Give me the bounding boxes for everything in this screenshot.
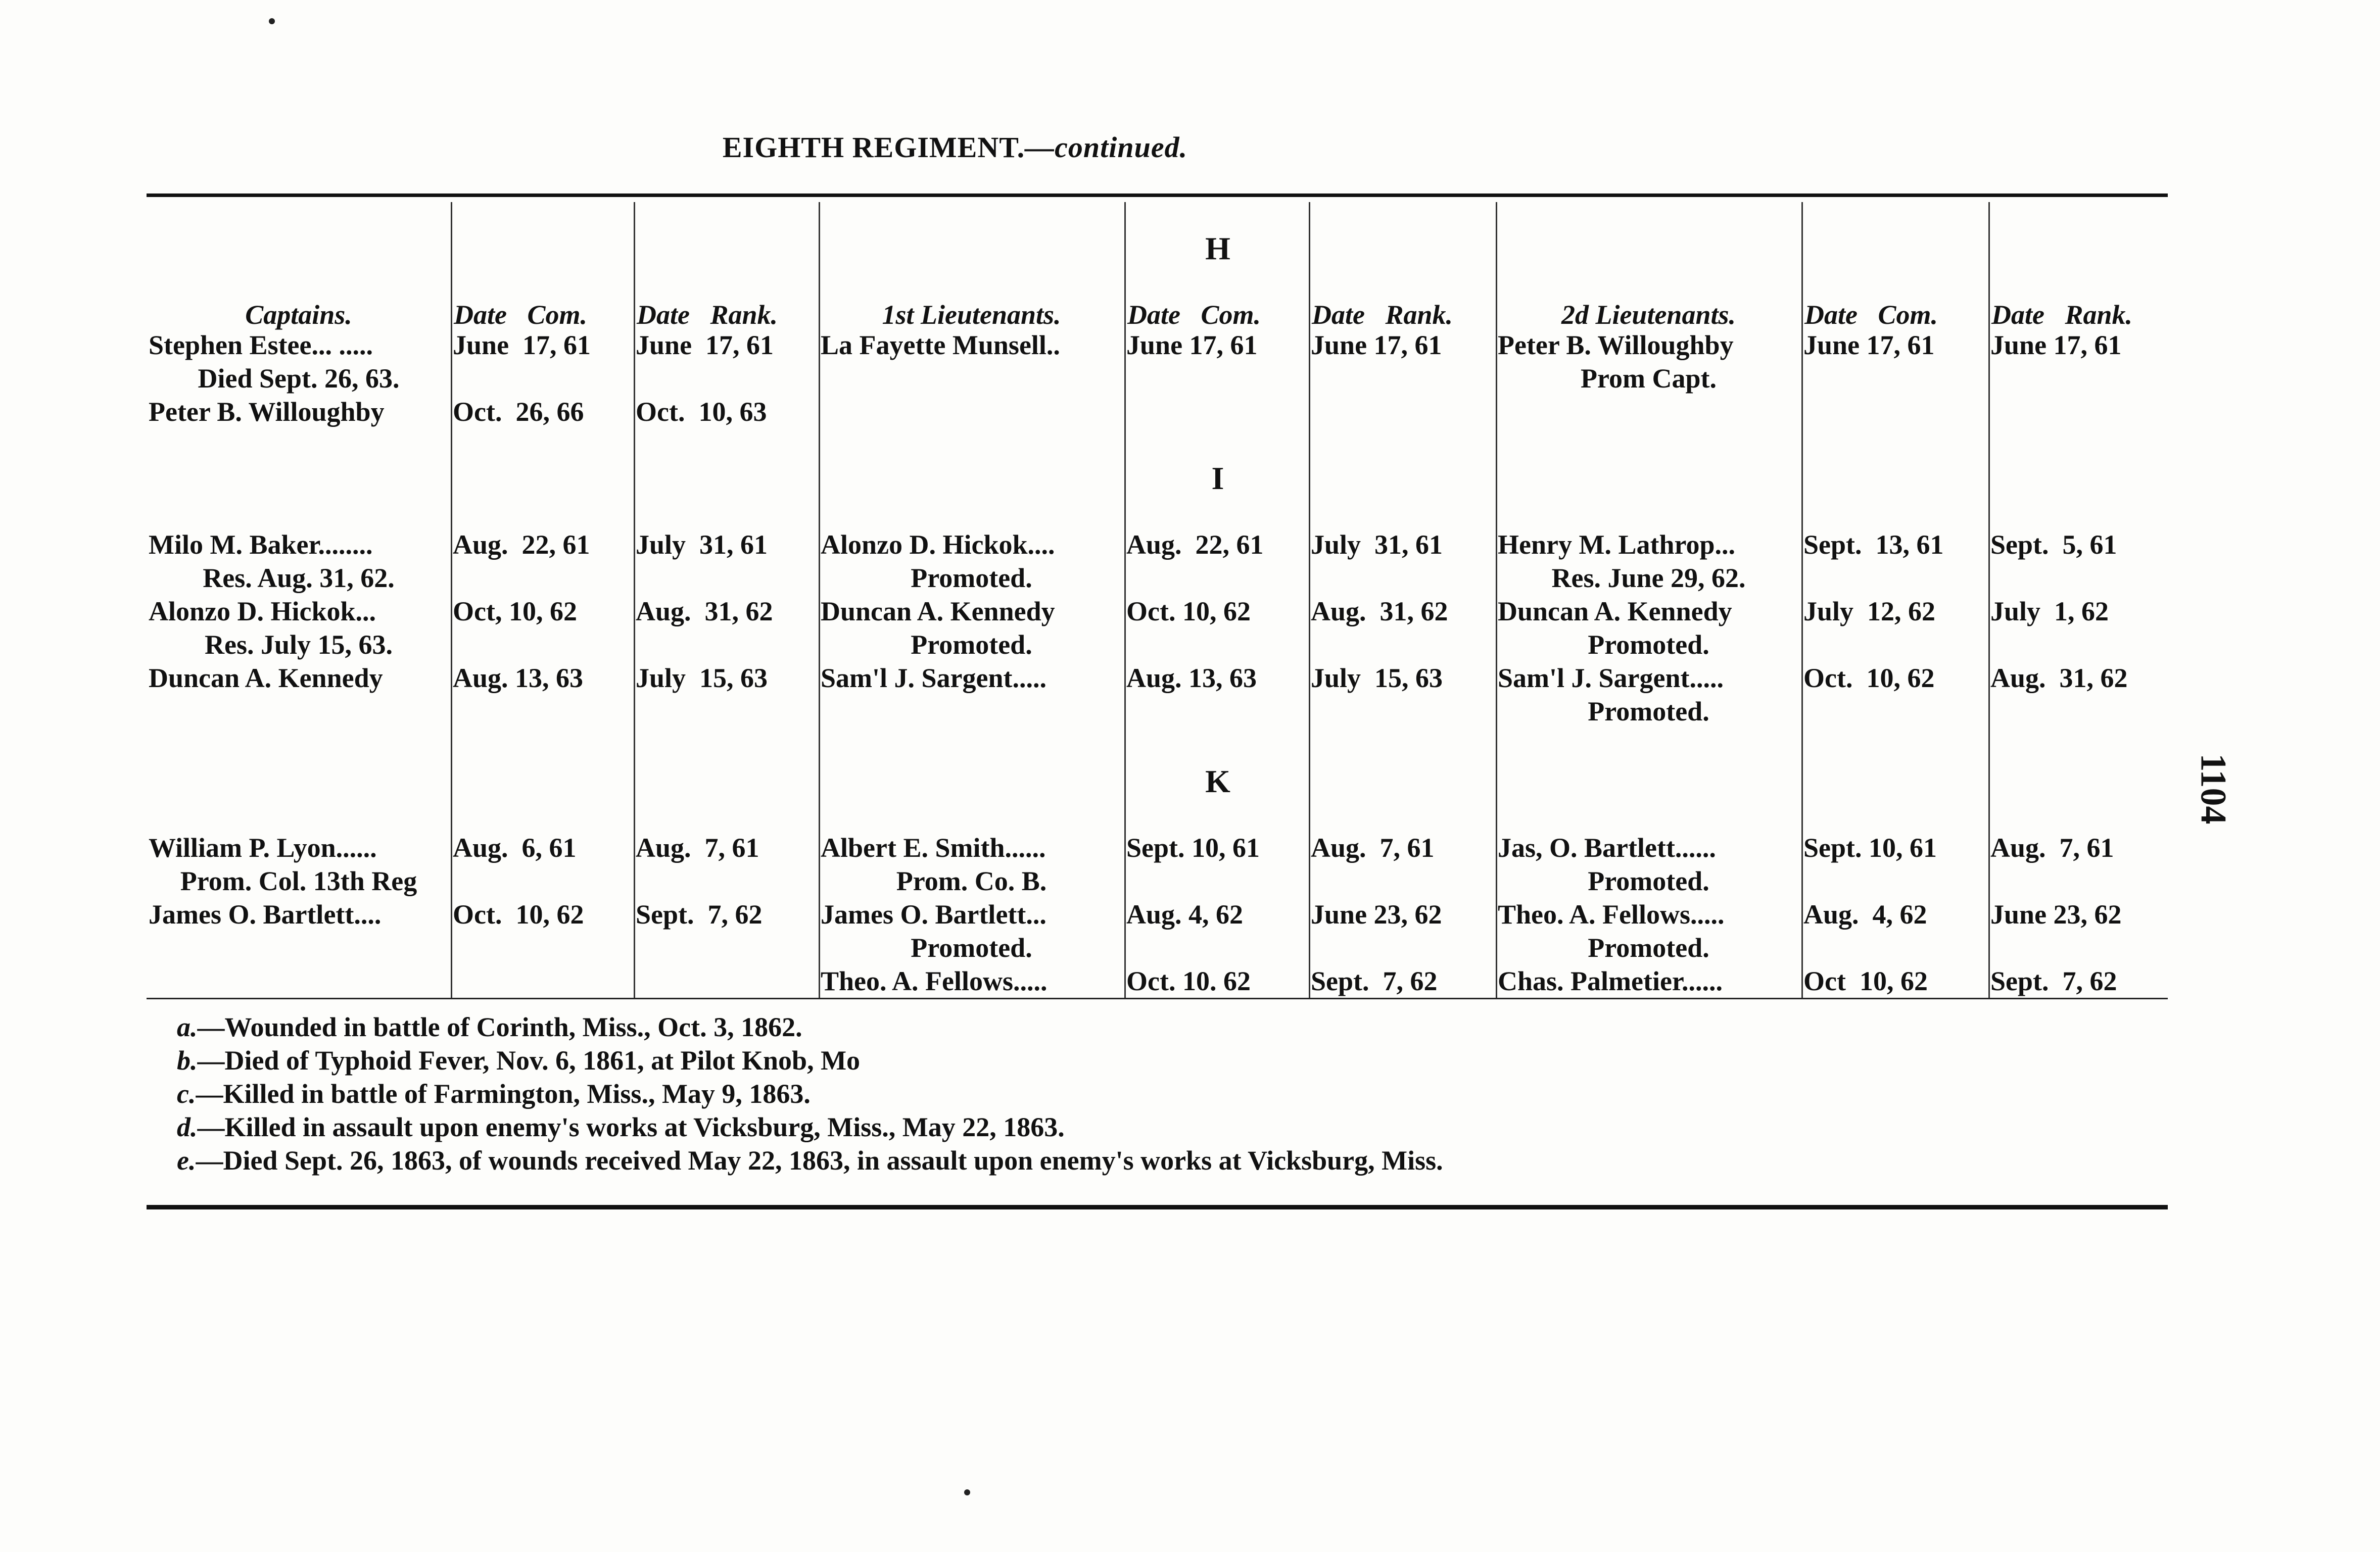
officer-name-cell: Res. Aug. 31, 62.: [203, 563, 395, 593]
column-header: Date Com.: [1127, 300, 1261, 330]
date-cell: June 23, 62: [1311, 899, 1442, 930]
officer-name-cell: Duncan A. Kennedy: [821, 596, 1055, 626]
footnote-rule: [147, 998, 2168, 999]
column-divider: [1988, 202, 1990, 998]
officer-name-cell: Alonzo D. Hickok....: [821, 529, 1055, 560]
officer-name-cell: Milo M. Baker........: [149, 529, 373, 560]
officer-name-cell: Prom. Col. 13th Reg: [180, 866, 417, 896]
column-divider: [1801, 202, 1803, 998]
column-divider: [634, 202, 635, 998]
footnote: [177, 1010, 1443, 1044]
date-cell: Aug. 7, 61: [1311, 833, 1435, 863]
print-speck: [964, 1489, 970, 1495]
officer-name-cell: Chas. Palmetier......: [1498, 966, 1723, 996]
column-header: 2d Lieutenants.: [1561, 300, 1736, 330]
footnote-label: a.: [177, 1012, 198, 1042]
date-cell: Sept. 7, 62: [636, 899, 763, 930]
date-cell: Aug. 22, 61: [1126, 529, 1264, 560]
column-divider: [1496, 202, 1497, 998]
date-cell: Oct. 10, 62: [1803, 663, 1935, 693]
officer-name-cell: Promoted.: [911, 933, 1032, 963]
date-cell: Aug. 6, 61: [453, 833, 577, 863]
footnotes: [177, 1010, 1443, 1177]
officer-name-cell: Peter B. Willoughby: [1498, 330, 1734, 360]
date-cell: Oct 10, 62: [1803, 966, 1928, 996]
footnote-label: c.: [177, 1079, 196, 1109]
date-cell: June 17, 61: [1311, 330, 1442, 360]
date-cell: July 31, 61: [1311, 529, 1443, 560]
column-header: Date Rank.: [637, 300, 778, 330]
column-header: 1st Lieutenants.: [882, 300, 1061, 330]
officer-name-cell: James O. Bartlett...: [821, 899, 1046, 930]
date-cell: June 17, 61: [1990, 330, 2122, 360]
date-cell: Sept. 7, 62: [1990, 966, 2117, 996]
date-cell: Sept. 5, 61: [1990, 529, 2117, 560]
title-main: EIGHTH REGIMENT.: [722, 131, 1025, 164]
date-cell: June 17, 61: [1803, 330, 1935, 360]
footnote: [177, 1044, 1443, 1077]
officer-name-cell: Duncan A. Kennedy: [1498, 596, 1732, 626]
officer-name-cell: Stephen Estee... .....: [149, 330, 373, 360]
footnote: [177, 1110, 1443, 1144]
column-header: Date Com.: [454, 300, 587, 330]
page-number: 1104: [2193, 753, 2234, 825]
company-letter: I: [1211, 460, 1224, 496]
date-cell: Sept. 10, 61: [1803, 833, 1937, 863]
footnote: [177, 1077, 1443, 1110]
column-divider: [1309, 202, 1310, 998]
footnote-text: —Died of Typhoid Fever, Nov. 6, 1861, at Pilot Knob, Mo: [197, 1045, 861, 1076]
date-cell: Sept. 13, 61: [1803, 529, 1944, 560]
company-letter: H: [1205, 230, 1230, 266]
date-cell: Sept. 10, 61: [1126, 833, 1260, 863]
date-cell: Oct. 10, 62: [1126, 596, 1251, 626]
footnote-text: —Killed in battle of Farmington, Miss., May 9, 1863.: [196, 1079, 811, 1109]
date-cell: July 15, 63: [636, 663, 768, 693]
officer-name-cell: Promoted.: [1588, 866, 1709, 896]
officer-name-cell: William P. Lyon......: [149, 833, 377, 863]
date-cell: July 12, 62: [1803, 596, 1936, 626]
officer-name-cell: James O. Bartlett....: [149, 899, 382, 930]
officer-name-cell: Prom. Co. B.: [896, 866, 1047, 896]
date-cell: June 17, 61: [453, 330, 591, 360]
footnote-label: b.: [177, 1045, 198, 1076]
officer-name-cell: Died Sept. 26, 63.: [198, 363, 400, 394]
officer-name-cell: Theo. A. Fellows.....: [1498, 899, 1725, 930]
date-cell: June 23, 62: [1990, 899, 2122, 930]
officer-name-cell: Promoted.: [911, 563, 1032, 593]
date-cell: Sept. 7, 62: [1311, 966, 1438, 996]
officer-name-cell: Sam'l J. Sargent.....: [1498, 663, 1724, 693]
officer-name-cell: Albert E. Smith......: [821, 833, 1046, 863]
date-cell: Aug. 7, 61: [636, 833, 759, 863]
officer-name-cell: Jas, O. Bartlett......: [1498, 833, 1716, 863]
date-cell: July 15, 63: [1311, 663, 1443, 693]
officer-name-cell: Promoted.: [911, 629, 1032, 660]
date-cell: Aug. 4, 62: [1126, 899, 1244, 930]
date-cell: Oct. 10, 62: [453, 899, 584, 930]
officer-name-cell: Duncan A. Kennedy: [149, 663, 383, 693]
officer-name-cell: Peter B. Willoughby: [149, 397, 385, 427]
date-cell: July 1, 62: [1990, 596, 2109, 626]
date-cell: Aug. 31, 62: [1990, 663, 2128, 693]
column-divider: [1124, 202, 1126, 998]
officer-name-cell: Sam'l J. Sargent.....: [821, 663, 1047, 693]
officer-name-cell: Res. June 29, 62.: [1551, 563, 1746, 593]
date-cell: June 17, 61: [636, 330, 774, 360]
column-divider: [451, 202, 452, 998]
footnote-label: e.: [177, 1145, 196, 1176]
date-cell: Aug. 22, 61: [453, 529, 590, 560]
officer-name-cell: Promoted.: [1588, 696, 1709, 726]
date-cell: Aug. 7, 61: [1990, 833, 2114, 863]
column-header: Date Rank.: [1312, 300, 1453, 330]
column-header: Captains.: [245, 300, 352, 330]
date-cell: Oct. 10, 63: [636, 397, 767, 427]
date-cell: Aug. 31, 62: [636, 596, 773, 626]
date-cell: Oct, 10, 62: [453, 596, 577, 626]
date-cell: June 17, 61: [1126, 330, 1258, 360]
date-cell: Oct. 26, 66: [453, 397, 584, 427]
officer-name-cell: La Fayette Munsell..: [821, 330, 1060, 360]
bottom-rule: [147, 1205, 2168, 1209]
officer-name-cell: Henry M. Lathrop...: [1498, 529, 1735, 560]
title-continued: —continued.: [1025, 131, 1188, 164]
footnote: [177, 1144, 1443, 1177]
footnote-text: —Wounded in battle of Corinth, Miss., Oct. 3, 1862.: [197, 1012, 802, 1042]
column-divider: [819, 202, 820, 998]
print-speck: [269, 18, 275, 24]
officer-name-cell: Theo. A. Fellows.....: [821, 966, 1048, 996]
footnote-label: d.: [177, 1112, 198, 1142]
page-title: [0, 130, 1910, 164]
date-cell: July 31, 61: [636, 529, 768, 560]
date-cell: Oct. 10. 62: [1126, 966, 1251, 996]
officer-name-cell: Promoted.: [1588, 629, 1709, 660]
officer-name-cell: Promoted.: [1588, 933, 1709, 963]
company-letter: K: [1205, 763, 1230, 799]
officer-name-cell: Prom Capt.: [1581, 363, 1717, 394]
date-cell: Aug. 13, 63: [1126, 663, 1257, 693]
column-header: Date Rank.: [1991, 300, 2133, 330]
top-rule: [147, 193, 2168, 197]
date-cell: Aug. 4, 62: [1803, 899, 1927, 930]
officer-name-cell: Alonzo D. Hickok...: [149, 596, 376, 626]
footnote-text: —Killed in assault upon enemy's works at Vicksburg, Miss., May 22, 1863.: [197, 1112, 1065, 1142]
column-header: Date Com.: [1804, 300, 1938, 330]
officer-name-cell: Res. July 15, 63.: [204, 629, 393, 660]
footnote-text: —Died Sept. 26, 1863, of wounds received May 22, 1863, in assault upon enemy's works at Vicksburg, Miss.: [196, 1145, 1443, 1176]
date-cell: Aug. 13, 63: [453, 663, 584, 693]
date-cell: Aug. 31, 62: [1311, 596, 1448, 626]
